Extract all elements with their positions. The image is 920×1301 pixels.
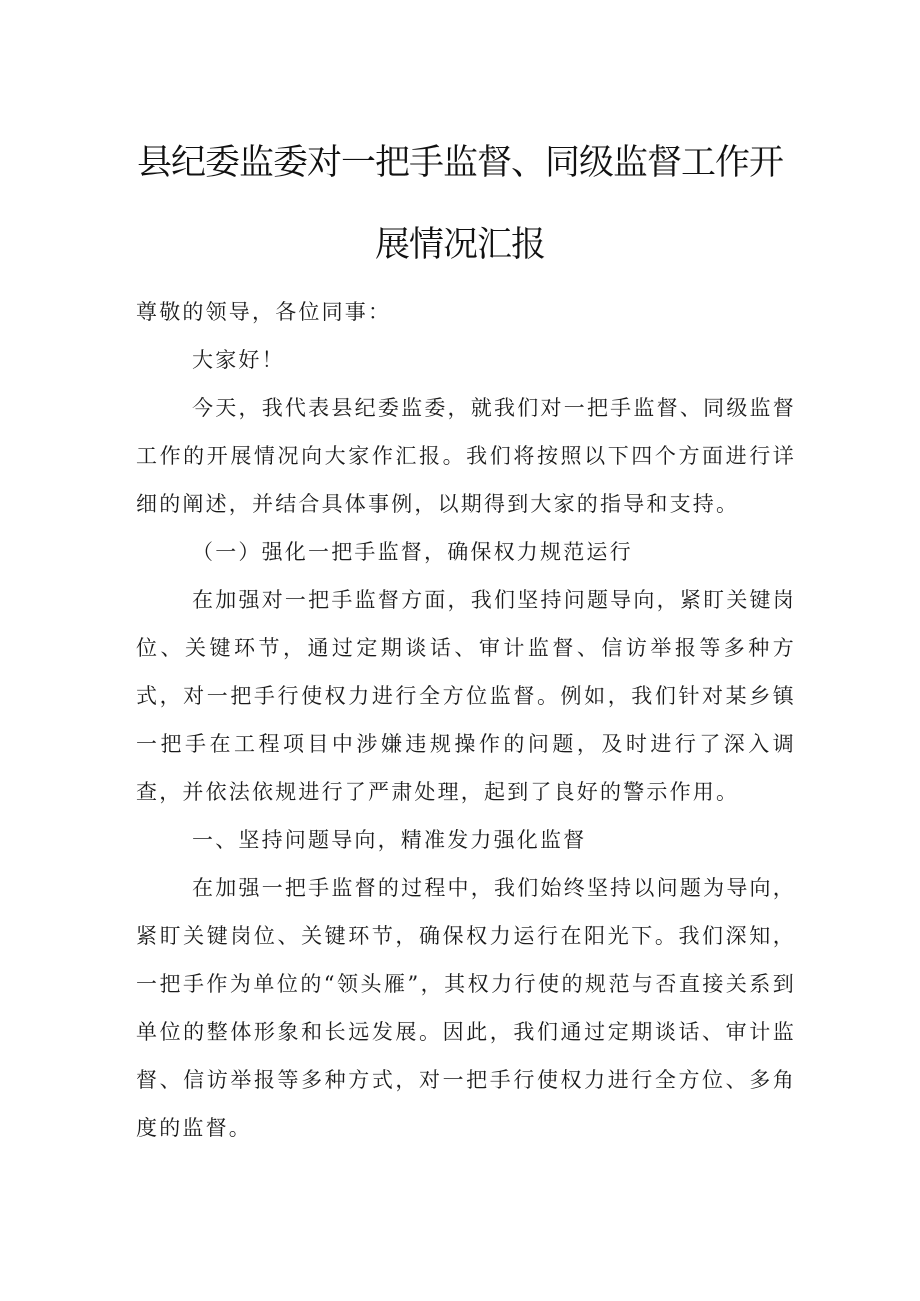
section-1-paragraph: 在加强对一把手监督方面，我们坚持问题导向，紧盯关键岗位、关键环节，通过定期谈话、审计监督、信访举报等多种方式，对一把手行使权力进行全方位监督。例如，我们针对某乡镇一把手在工程项目中涉嫌违规操作的问题，及时进行了深入调查，并依法依规进行了严肃处理，起到了良好的警示作用。 <box>136 588 796 804</box>
section-2-paragraph: 在加强一把手监督的过程中，我们始终坚持以问题为导向，紧盯关键岗位、关键环节，确保权力运行在阳光下。我们深知，一把手作为单位的“领头雁”，其权力行使的规范与否直接关系到单位的整体形象和长远发展。因此，我们通过定期谈话、审计监督、信访举报等多种方式，对一把手行使权力进行全方位、多角度的监督。 <box>136 876 796 1140</box>
section-heading-2: 一、坚持问题导向，精准发力强化监督 <box>192 828 587 852</box>
document-body <box>136 288 796 1152</box>
document-title-line-2: 展情况汇报 <box>374 225 545 265</box>
salutation: 尊敬的领导，各位同事： <box>136 300 392 324</box>
section-heading-1: （一）强化一把手监督，确保权力规范运行 <box>192 540 633 564</box>
intro-paragraph: 今天，我代表县纪委监委，就我们对一把手监督、同级监督工作的开展情况向大家作汇报。我们将按照以下四个方面进行详细的阐述，并结合具体事例，以期得到大家的指导和支持。 <box>136 396 796 516</box>
document-title-line-1: 县纪委监委对一把手监督、同级监督工作开 <box>136 143 783 183</box>
greeting-paragraph: 大家好！ <box>192 348 285 372</box>
